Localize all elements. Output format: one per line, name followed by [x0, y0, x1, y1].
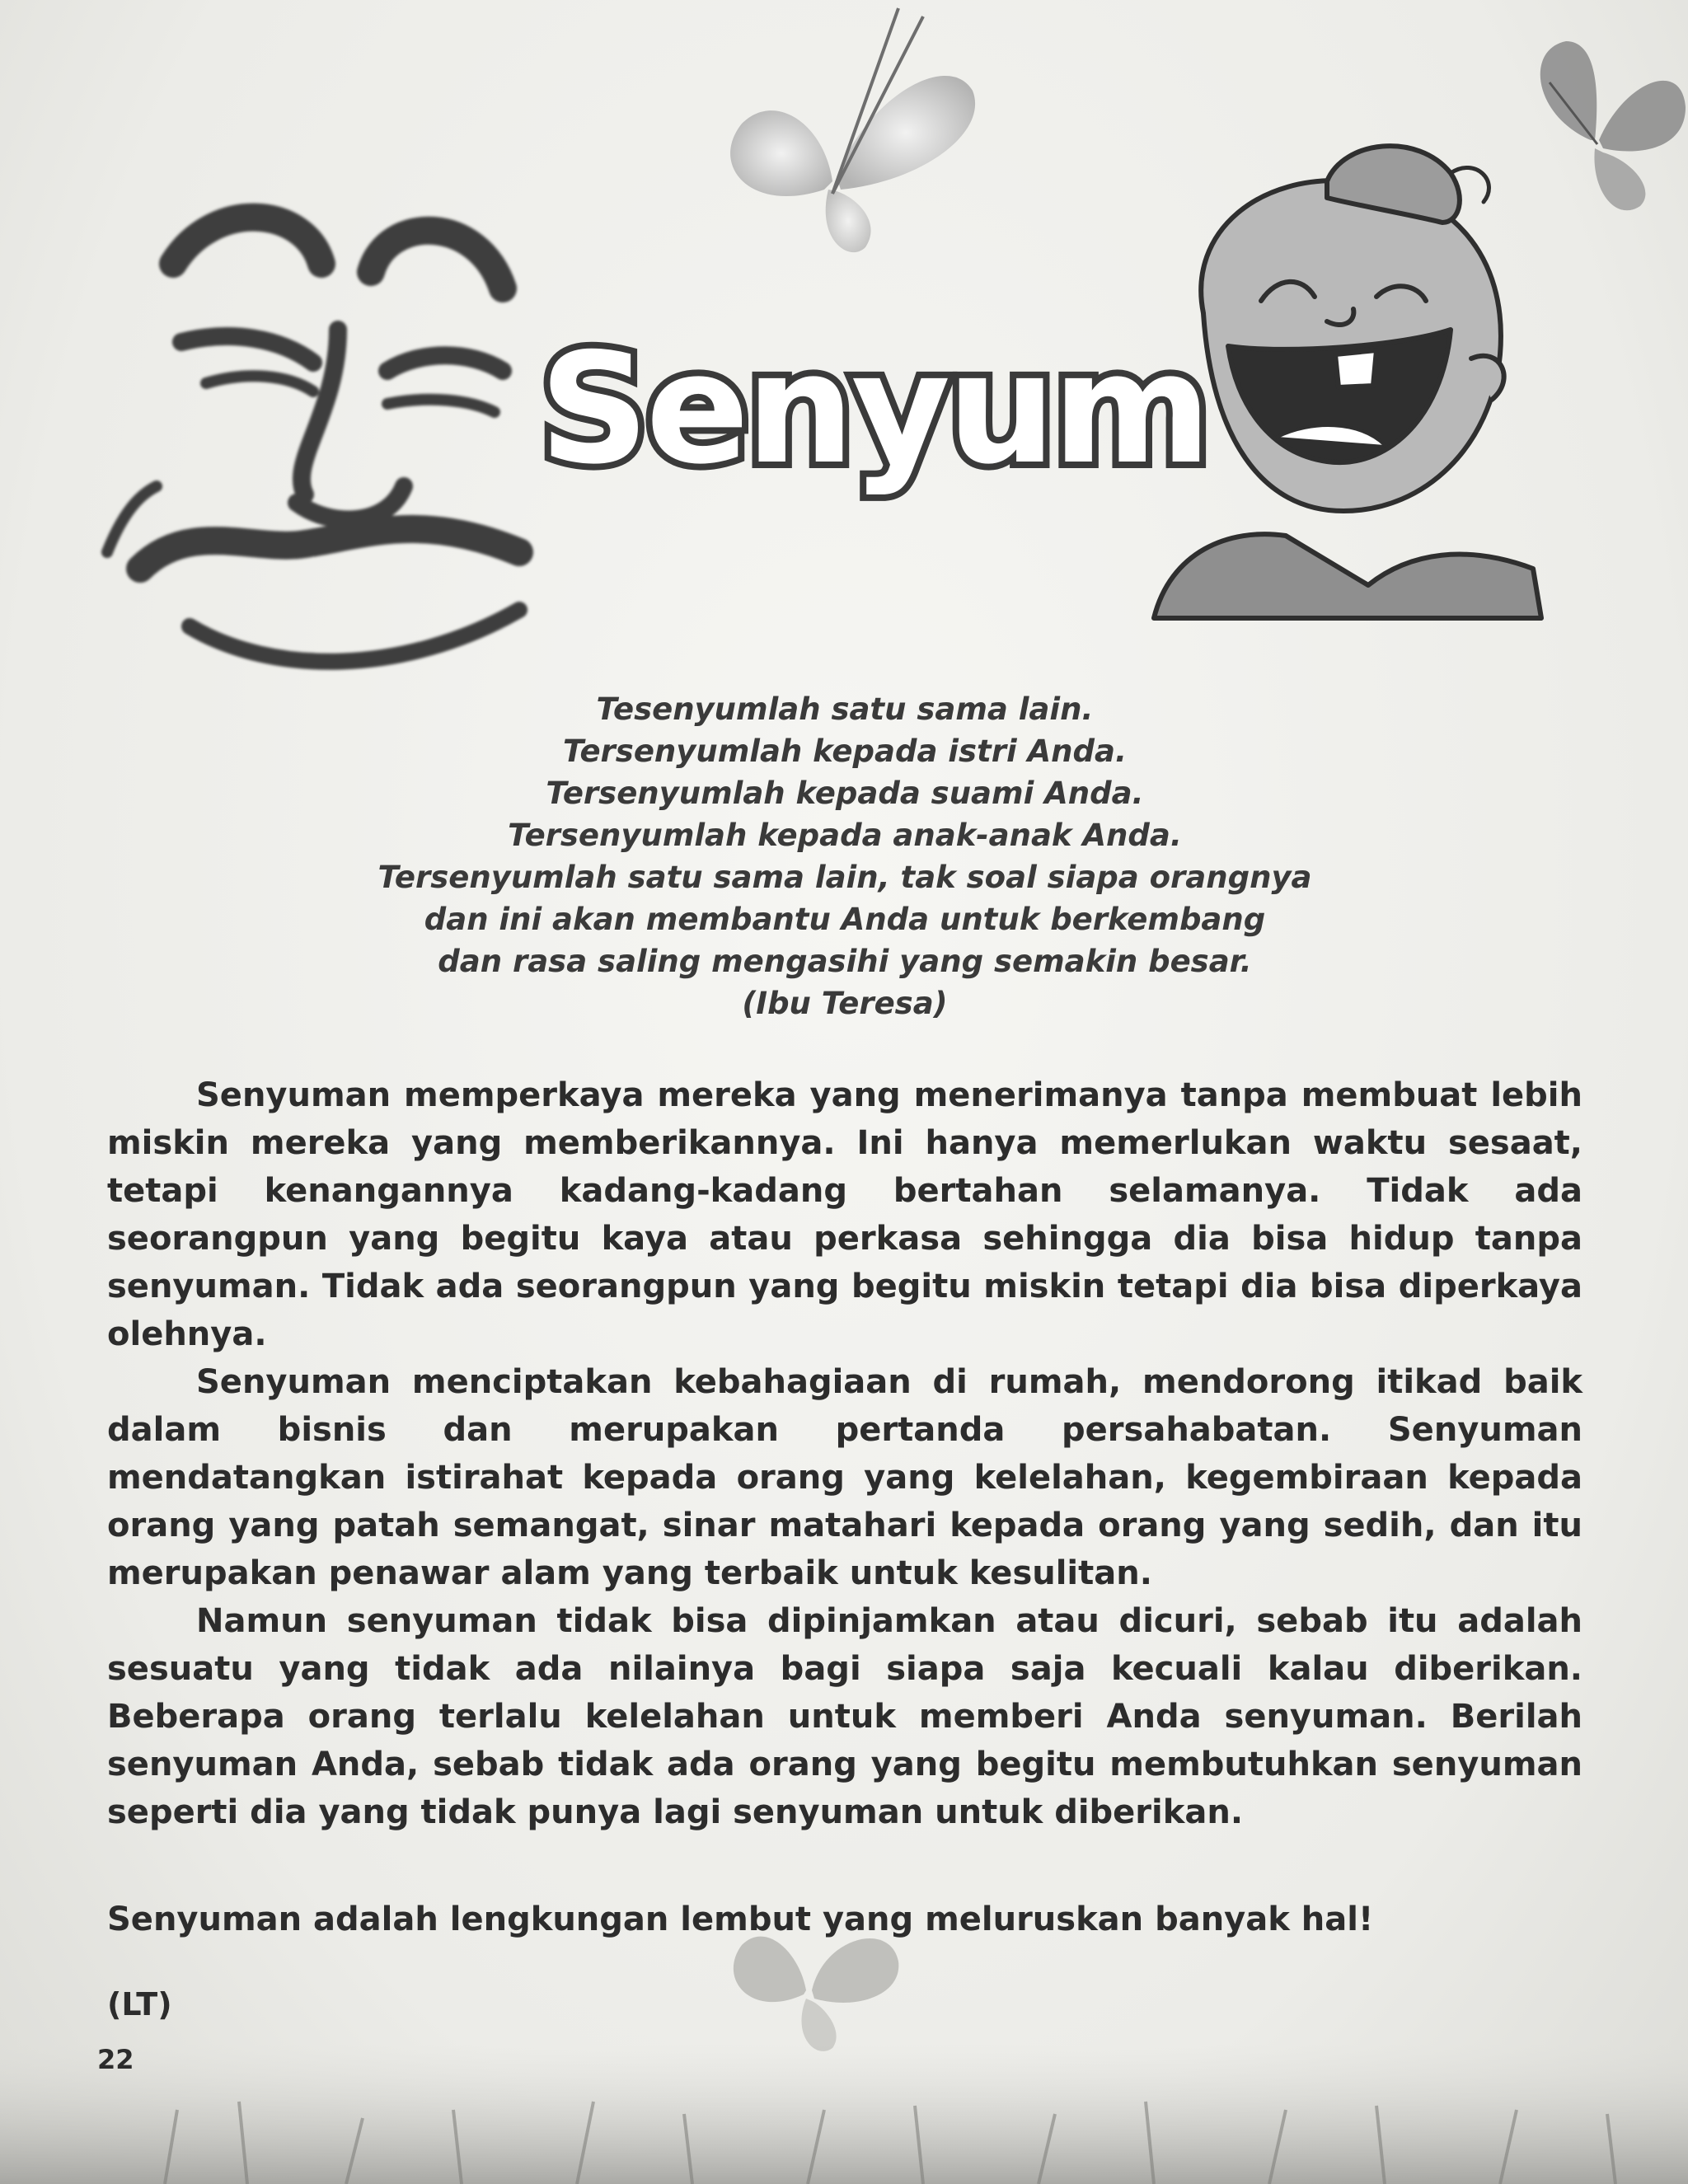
butterfly-icon — [709, 1904, 907, 2069]
paragraph: Namun senyuman tidak bisa dipinjamkan atau dicuri, sebab itu adalah sesuatu yang tidak ada nilainya bagi siapa saja kecuali kalau diberikan. Beberapa orang terlalu kelelahan untuk memberi Anda senyuman. Berilah senyuman Anda, sebab tidak ada orang yang begitu membutuhkan senyuman seperti dia yang tidak punya lagi senyuman untuk diberikan. — [107, 1602, 1582, 1831]
author-initials: (LT) — [107, 1986, 172, 2022]
page-title — [539, 309, 1208, 515]
laughing-man-illustration — [1137, 124, 1550, 626]
quote-attribution: (Ibu Teresa) — [742, 986, 948, 1021]
paragraph: Senyuman menciptakan kebahagiaan di rumah, mendorong itikad baik dalam bisnis dan merupakan pertanda persahabatan. Senyuman mendatangkan istirahat kepada orang yang kelelahan, kegembiraan kepada orang yang patah semangat, sinar matahari kepada orang yang sedih, dan itu merupakan penawar alam yang terbaik untuk kesulitan. — [107, 1363, 1582, 1592]
closing-line: Senyuman adalah lengkungan lembut yang meluruskan banyak hal! — [107, 1900, 1374, 1938]
quote-line: dan ini akan membantu Anda untuk berkembang — [424, 902, 1266, 937]
quote-line: Tersenyumlah satu sama lain, tak soal siapa orangnya — [377, 860, 1312, 895]
quote-line: Tersenyumlah kepada suami Anda. — [546, 776, 1144, 811]
quote-line: Tesenyumlah satu sama lain. — [596, 691, 1094, 727]
article-body — [107, 1071, 1582, 1836]
page-number: 22 — [97, 2044, 134, 2075]
quote-block — [272, 688, 1418, 1024]
quote-line: Tersenyumlah kepada istri Anda. — [562, 733, 1127, 769]
quote-line: Tersenyumlah kepada anak-anak Anda. — [508, 818, 1182, 853]
page-title-text: Senyum — [539, 320, 1208, 498]
paragraph: Senyuman memperkaya mereka yang menerimanya tanpa membuat lebih miskin mereka yang memberikannya. Ini hanya memerlukan waktu sesaat, tetapi kenangannya kadang-kadang bertahan selamanya. Tidak ada seorangpun yang begitu kaya atau perkasa sehingga dia bisa hidup tanpa senyuman. Tidak ada seorangpun yang begitu miskin tetapi dia bisa diperkaya olehnya. — [107, 1076, 1582, 1353]
grimace-face-illustration — [91, 165, 585, 701]
butterfly-icon — [676, 0, 989, 297]
quote-line: dan rasa saling mengasihi yang semakin besar. — [438, 944, 1252, 979]
